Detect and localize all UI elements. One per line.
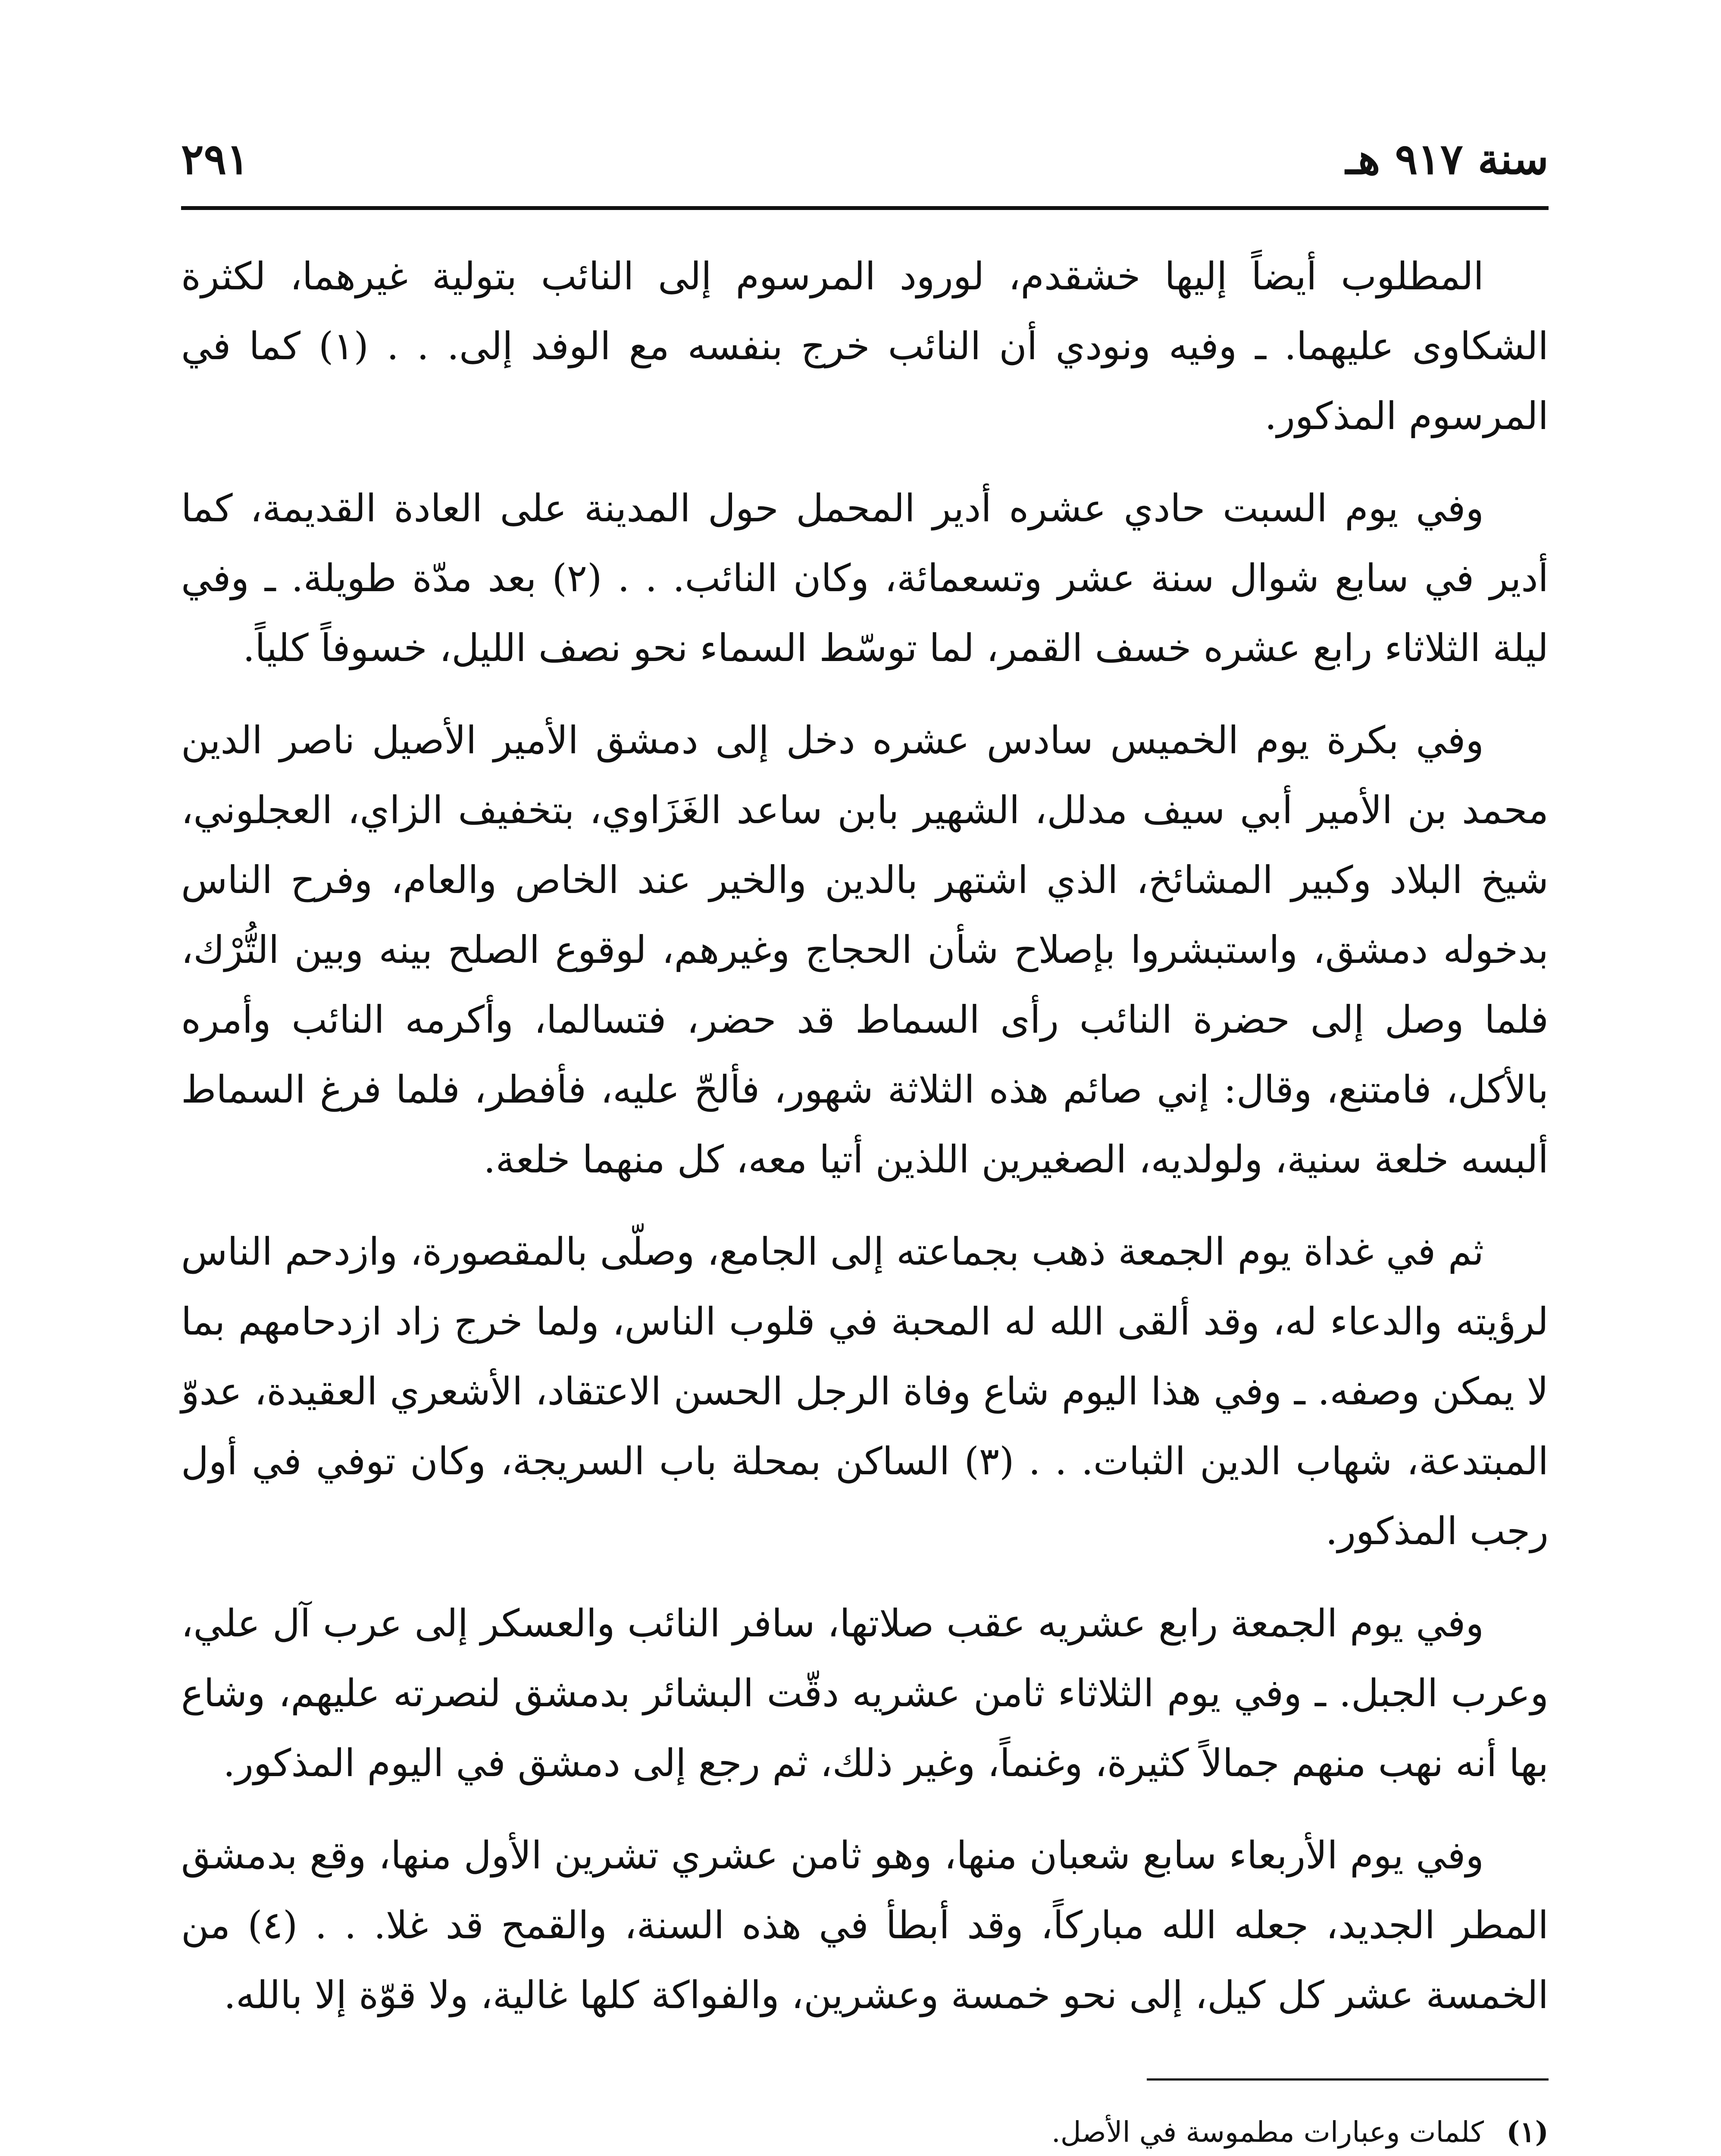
footnote-text: كلمات وعبارات مطموسة في الأصل. — [1051, 2115, 1484, 2149]
header-rule — [181, 206, 1549, 210]
footnotes — [517, 2104, 1549, 2156]
paragraph-3: وفي بكرة يوم الخميس سادس عشره دخل إلى دمشق الأمير الأصيل ناصر الدين محمد بن الأمير أبي سيف مدلل، الشهير بابن ساعد الغَزَاوي، بتخفيف الزاي، العجلوني، شيخ البلاد وكبير المشائخ، الذي اشتهر بالدين والخير عند الخاص والعام، وفرح الناس بدخوله دمشق، واستبشروا بإصلاح شأن الحجاج وغيرهم، لوقوع الصلح بينه وبين التُّرْك، فلما وصل إلى حضرة النائب رأى السماط قد حضر، فتسالما، وأكرمه النائب وأمره بالأكل، فامتنع، وقال: إني صائم هذه الثلاثة شهور، فألحّ عليه، فأفطر، فلما فرغ السماط ألبسه خلعة سنية، ولولديه، الصغيرين اللذين أتيا معه، كل منهما خلعة. — [181, 718, 1549, 1181]
body-text — [181, 241, 1549, 2053]
footnote-number: (١) — [1506, 2115, 1549, 2149]
paragraph-2: وفي يوم السبت حادي عشره أدير المحمل حول المدينة على العادة القديمة، كما أدير في سابع شوال سنة عشر وتسعمائة، وكان النائب. . . (٢) بعد مدّة طويلة. ـ وفي ليلة الثلاثاء رابع عشره خسف القمر، لما توسّط السماء نحو نصف الليل، خسوفاً كلياً. — [181, 486, 1549, 670]
page-header — [181, 129, 1549, 190]
paragraph-6: وفي يوم الأربعاء سابع شعبان منها، وهو ثامن عشري تشرين الأول منها، وقع بدمشق المطر الجديد، جعله الله مباركاً، وقد أبطأ في هذه السنة، والقمح قد غلا. . . (٤) من الخمسة عشر كل كيل، إلى نحو خمسة وعشرين، والفواكة كلها غالية، ولا قوّة إلا بالله. — [181, 1833, 1549, 2017]
page-number: ٢٩١ — [181, 135, 249, 184]
paragraph-5: وفي يوم الجمعة رابع عشريه عقب صلاتها، سافر النائب والعسكر إلى عرب آل علي، وعرب الجبل. ـ وفي يوم الثلاثاء ثامن عشريه دقّت البشائر بدمشق لنصرته عليهم، وشاع بها أنه نهب منهم جمالاً كثيرة، وغنماً، وغير ذلك، ثم رجع إلى دمشق في اليوم المذكور. — [181, 1601, 1549, 1785]
paragraph-1: المطلوب أيضاً إليها خشقدم، لورود المرسوم إلى النائب بتولية غيرهما، لكثرة الشكاوى عليهما. ـ وفيه ونودي أن النائب خرج بنفسه مع الوفد إلى. . . (١) كما في المرسوم المذكور. — [181, 254, 1549, 438]
footnote-1 — [517, 2104, 1549, 2156]
paragraph-4: ثم في غداة يوم الجمعة ذهب بجماعته إلى الجامع، وصلّى بالمقصورة، وازدحم الناس لرؤيته والدعاء له، وقد ألقى الله له المحبة في قلوب الناس، ولما خرج زاد ازدحامهم بما لا يمكن وصفه. ـ وفي هذا اليوم شاع وفاة الرجل الحسن الاعتقاد، الأشعري العقيدة، عدوّ المبتدعة، شهاب الدين الثبات. . . (٣) الساكن بمحلة باب السريجة، وكان توفي في أول رجب المذكور. — [181, 1229, 1549, 1553]
running-head: سنة ٩١٧ هـ — [1346, 135, 1549, 184]
footnote-rule — [1147, 2078, 1549, 2081]
